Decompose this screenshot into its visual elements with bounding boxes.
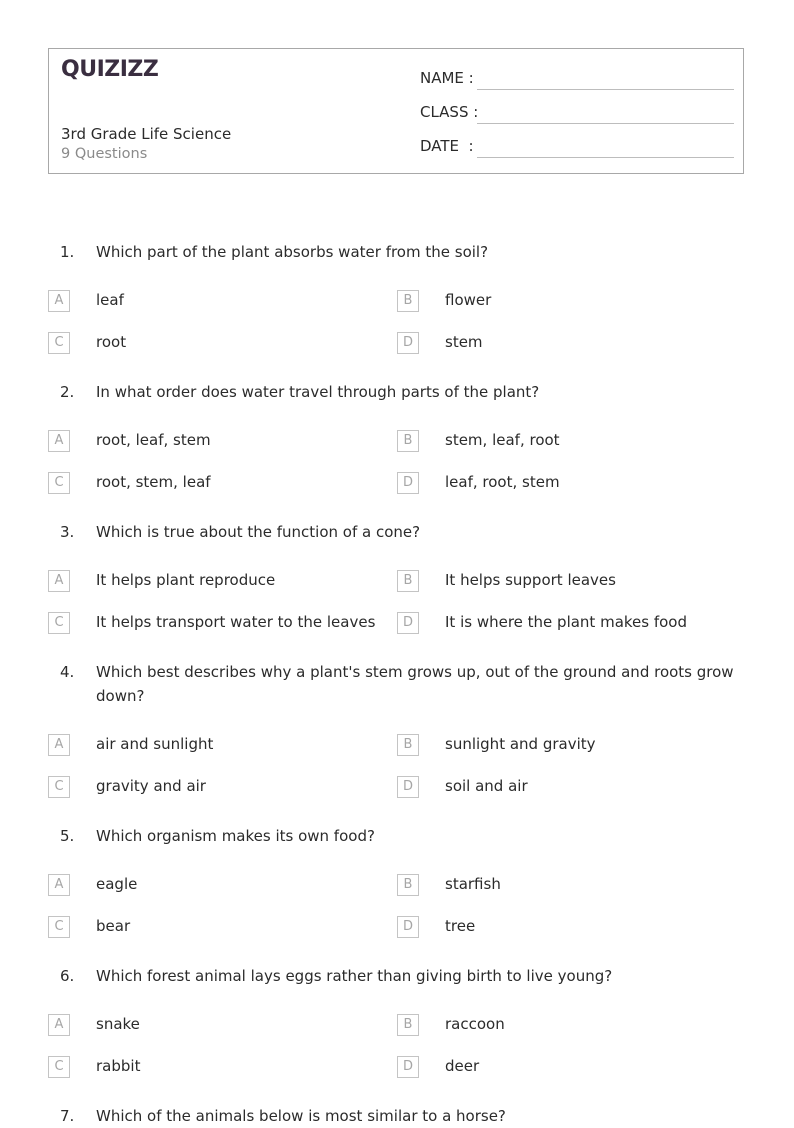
option-letter-box[interactable]: D <box>397 612 419 634</box>
answer-option-c[interactable] <box>48 612 378 636</box>
option-text: soil and air <box>445 777 528 795</box>
option-letter-box[interactable]: B <box>397 874 419 896</box>
option-text: root, stem, leaf <box>96 473 211 491</box>
answer-option-a[interactable] <box>48 290 378 314</box>
option-text: root <box>96 333 127 351</box>
option-text: deer <box>445 1057 480 1075</box>
question-text: Which organism makes its own food? <box>96 827 375 845</box>
question-number: 2. <box>60 383 75 401</box>
option-text: starfish <box>445 875 501 893</box>
answer-option-b[interactable] <box>397 874 727 898</box>
option-text: It helps transport water to the leaves <box>96 613 376 631</box>
date-line[interactable] <box>477 157 734 158</box>
option-text: leaf <box>96 291 124 309</box>
option-letter-box[interactable]: D <box>397 776 419 798</box>
answer-option-a[interactable] <box>48 874 378 898</box>
option-letter-box[interactable]: A <box>48 734 70 756</box>
answer-option-d[interactable] <box>397 916 727 940</box>
question-number: 7. <box>60 1107 75 1125</box>
answer-option-b[interactable] <box>397 734 727 758</box>
option-letter-box[interactable]: D <box>397 472 419 494</box>
option-text: rabbit <box>96 1057 141 1075</box>
option-text: stem, leaf, root <box>445 431 560 449</box>
name-label: NAME : <box>420 69 474 87</box>
question-text: Which is true about the function of a cone? <box>96 523 421 541</box>
option-letter-box[interactable]: C <box>48 612 70 634</box>
answer-option-b[interactable] <box>397 1014 727 1038</box>
option-text: sunlight and gravity <box>445 735 596 753</box>
class-label: CLASS : <box>420 103 479 121</box>
question-text: In what order does water travel through parts of the plant? <box>96 383 540 401</box>
answer-option-a[interactable] <box>48 734 378 758</box>
option-text: tree <box>445 917 476 935</box>
question-number: 4. <box>60 663 75 681</box>
option-text: gravity and air <box>96 777 206 795</box>
answer-option-a[interactable] <box>48 430 378 454</box>
option-letter-box[interactable]: A <box>48 570 70 592</box>
option-text: It helps support leaves <box>445 571 616 589</box>
answer-option-d[interactable] <box>397 472 727 496</box>
question-number: 1. <box>60 243 75 261</box>
question-text: Which best describes why a plant's stem grows up, out of the ground and roots grow down? <box>96 663 734 705</box>
question-text: Which part of the plant absorbs water from the soil? <box>96 243 489 261</box>
answer-option-b[interactable] <box>397 570 727 594</box>
date-label: DATE : <box>420 137 474 155</box>
answer-option-c[interactable] <box>48 472 378 496</box>
question-number: 5. <box>60 827 75 845</box>
name-line[interactable] <box>477 89 734 90</box>
option-text: root, leaf, stem <box>96 431 211 449</box>
answer-option-a[interactable] <box>48 1014 378 1038</box>
answer-option-d[interactable] <box>397 612 727 636</box>
option-letter-box[interactable]: A <box>48 1014 70 1036</box>
worksheet-header <box>48 48 744 174</box>
class-line[interactable] <box>477 123 734 124</box>
question-number: 3. <box>60 523 75 541</box>
question-number: 6. <box>60 967 75 985</box>
question-text: Which of the animals below is most similar to a horse? <box>96 1107 506 1125</box>
answer-option-b[interactable] <box>397 290 727 314</box>
answer-option-c[interactable] <box>48 916 378 940</box>
option-letter-box[interactable]: B <box>397 734 419 756</box>
date-field[interactable] <box>420 137 734 161</box>
answer-option-c[interactable] <box>48 1056 378 1080</box>
worksheet-title: 3rd Grade Life Science <box>61 125 232 143</box>
answer-option-d[interactable] <box>397 1056 727 1080</box>
option-letter-box[interactable]: A <box>48 290 70 312</box>
option-text: leaf, root, stem <box>445 473 560 491</box>
answer-option-b[interactable] <box>397 430 727 454</box>
answer-option-d[interactable] <box>397 776 727 800</box>
option-text: eagle <box>96 875 138 893</box>
option-text: It is where the plant makes food <box>445 613 688 631</box>
answer-option-d[interactable] <box>397 332 727 356</box>
option-letter-box[interactable]: B <box>397 1014 419 1036</box>
option-letter-box[interactable]: B <box>397 290 419 312</box>
class-field[interactable] <box>420 103 734 127</box>
option-letter-box[interactable]: C <box>48 472 70 494</box>
option-text: bear <box>96 917 131 935</box>
option-letter-box[interactable]: A <box>48 430 70 452</box>
option-text: stem <box>445 333 483 351</box>
option-text: It helps plant reproduce <box>96 571 276 589</box>
option-letter-box[interactable]: B <box>397 570 419 592</box>
option-letter-box[interactable]: B <box>397 430 419 452</box>
option-letter-box[interactable]: A <box>48 874 70 896</box>
option-text: snake <box>96 1015 140 1033</box>
option-letter-box[interactable]: D <box>397 916 419 938</box>
name-field[interactable] <box>420 69 734 93</box>
option-letter-box[interactable]: C <box>48 776 70 798</box>
option-text: air and sunlight <box>96 735 214 753</box>
option-letter-box[interactable]: D <box>397 1056 419 1078</box>
option-letter-box[interactable]: C <box>48 332 70 354</box>
quizizz-logo: QUIZIZZ <box>61 57 159 82</box>
answer-option-a[interactable] <box>48 570 378 594</box>
option-text: flower <box>445 291 492 309</box>
answer-option-c[interactable] <box>48 332 378 356</box>
question-text: Which forest animal lays eggs rather than giving birth to live young? <box>96 967 613 985</box>
option-letter-box[interactable]: C <box>48 916 70 938</box>
option-letter-box[interactable]: C <box>48 1056 70 1078</box>
option-letter-box[interactable]: D <box>397 332 419 354</box>
answer-option-c[interactable] <box>48 776 378 800</box>
question-count: 9 Questions <box>61 146 148 162</box>
option-text: raccoon <box>445 1015 505 1033</box>
